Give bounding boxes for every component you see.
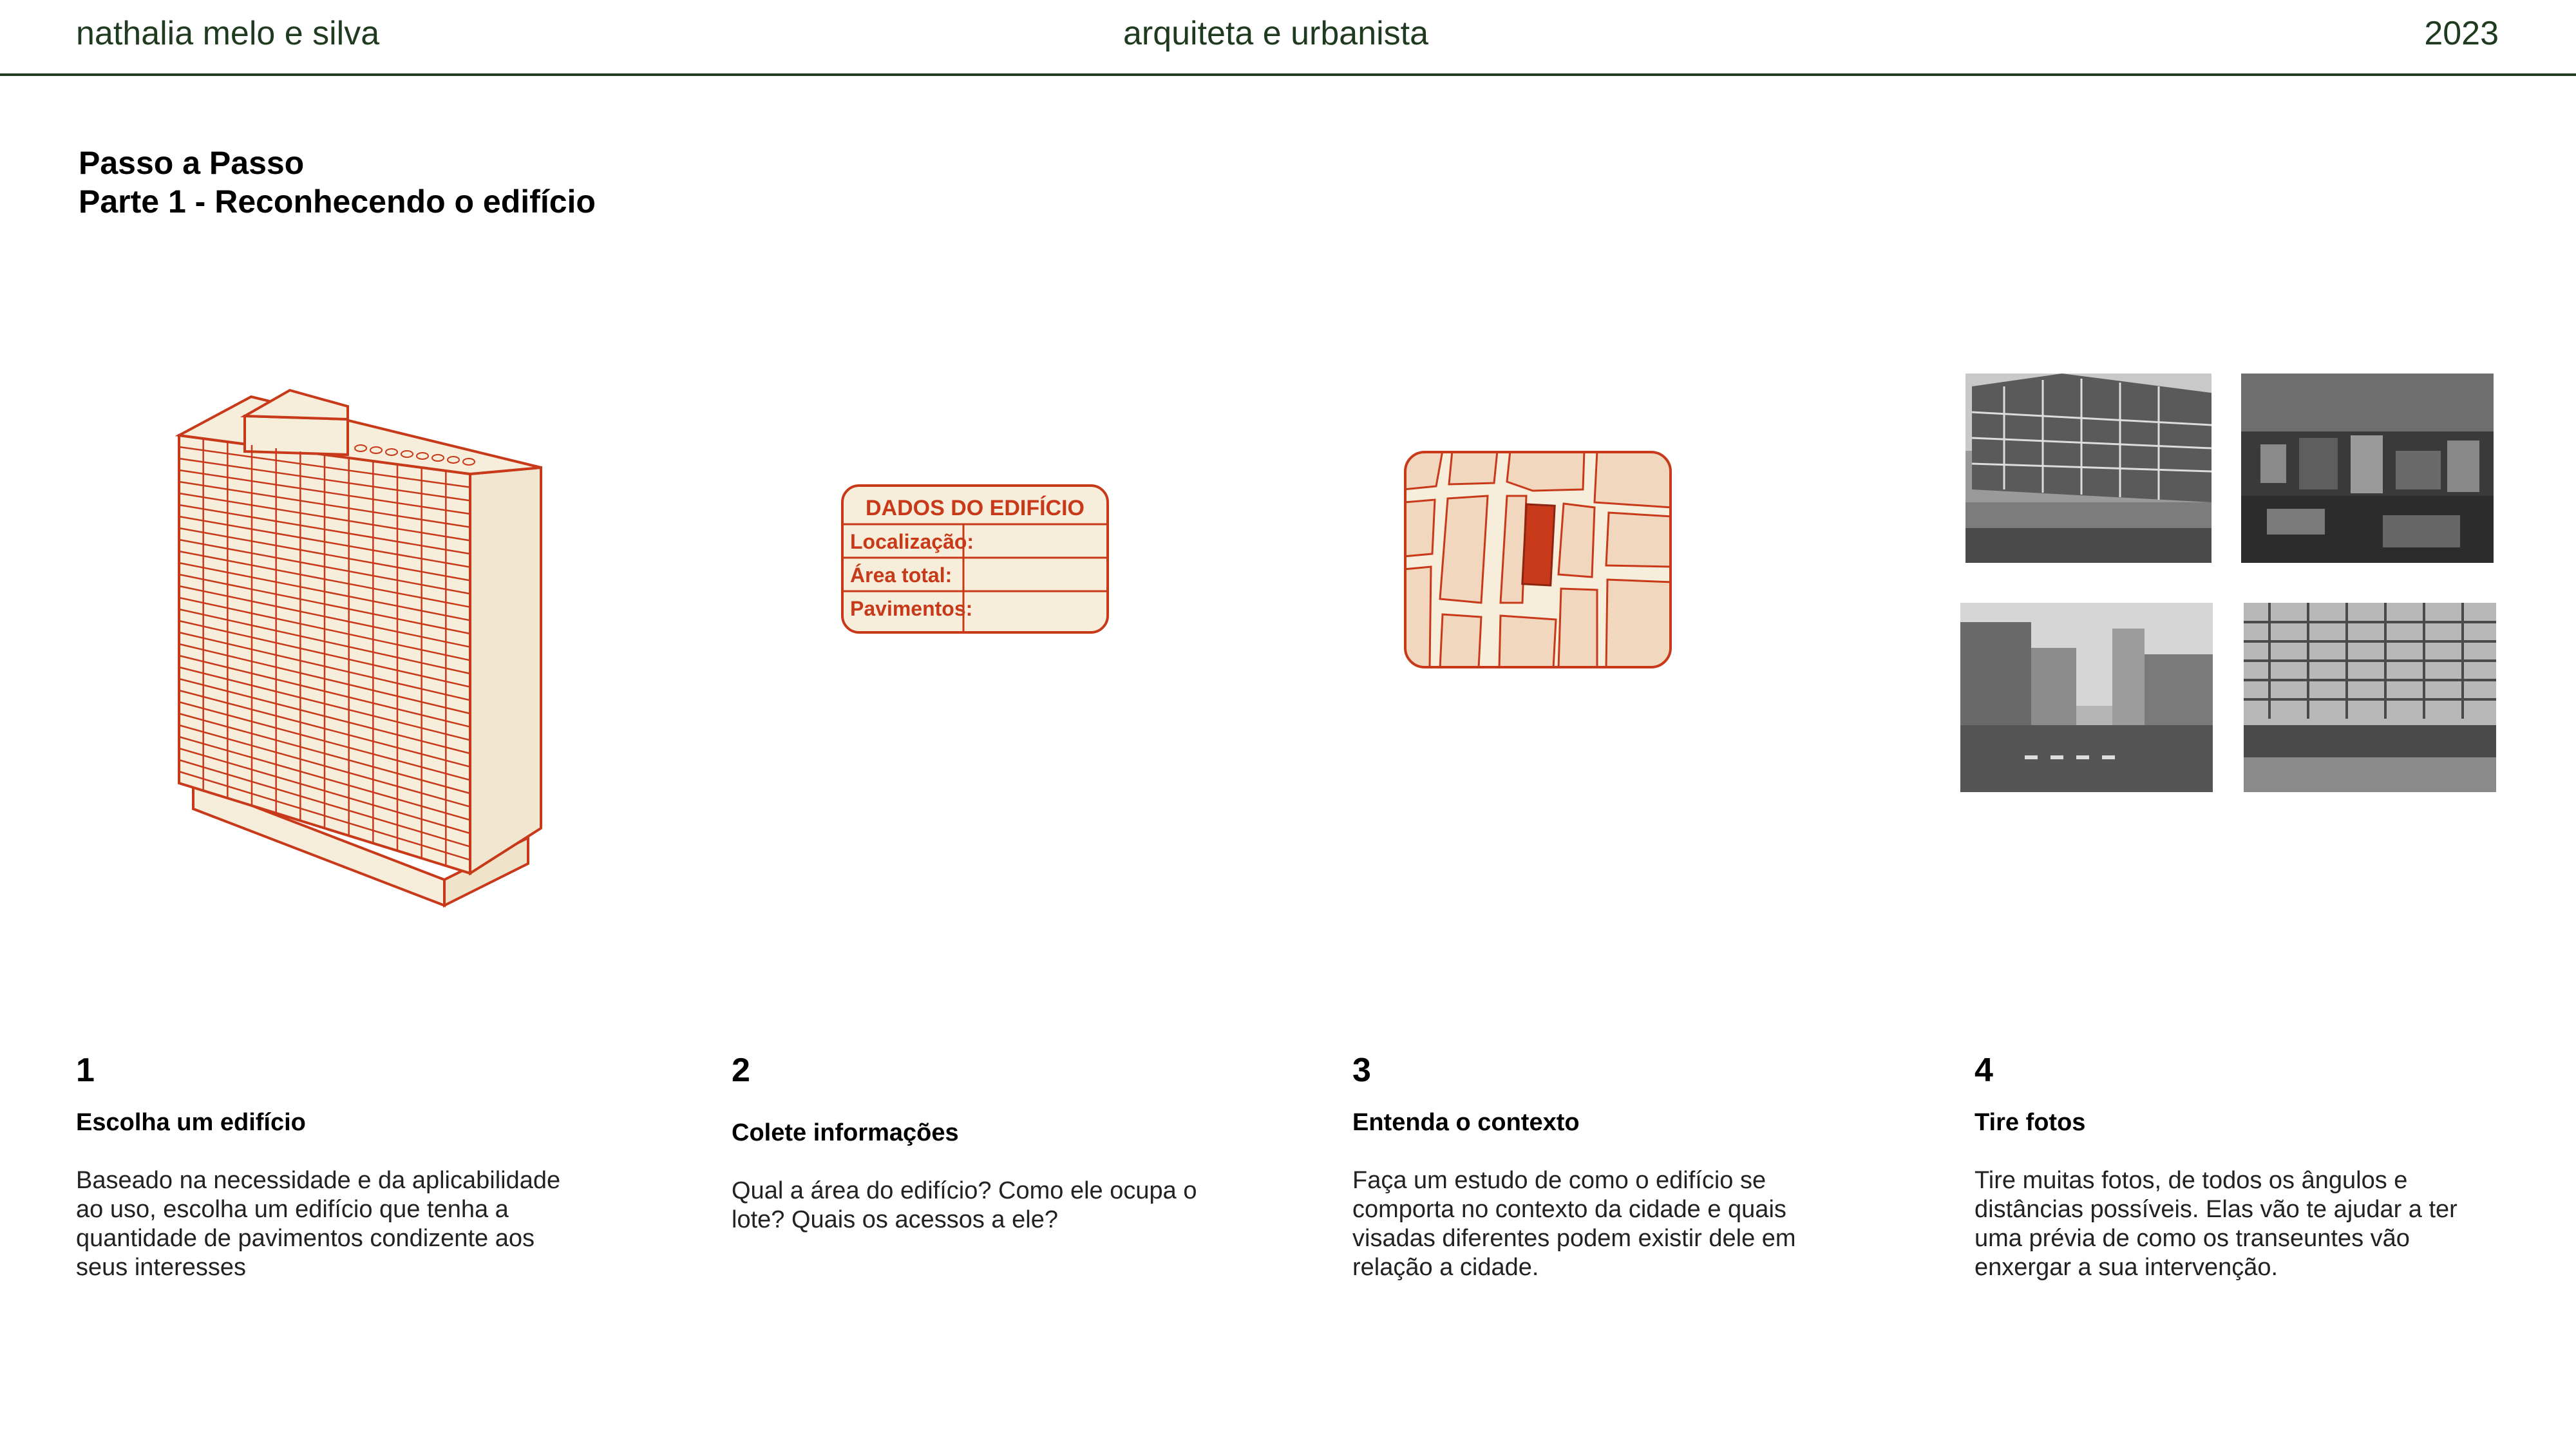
- card-row-area: Área total:: [850, 564, 952, 587]
- step-title: Entenda o contexto: [1352, 1109, 1580, 1136]
- page-title: Passo a Passo: [79, 145, 305, 181]
- step-number: 4: [1975, 1052, 1993, 1089]
- profession-label: arquiteta e urbanista: [1122, 15, 1429, 52]
- page-subtitle: Parte 1 - Reconhecendo o edifício: [79, 184, 596, 220]
- card-row-floors: Pavimentos:: [850, 597, 973, 620]
- photo-building-street: [1965, 374, 2211, 563]
- step-title: Escolha um edifício: [76, 1109, 306, 1136]
- step-description: Faça um estudo de como o edifício se comporta no contexto da cidade e quais visadas diferentes podem existir dele em relação a cidade.: [1352, 1167, 1796, 1281]
- card-heading: DADOS DO EDIFÍCIO: [865, 496, 1085, 520]
- step-description: Qual a área do edifício? Como ele ocupa o lote? Quais os acessos a ele?: [732, 1177, 1197, 1233]
- photo-building-facade: [2244, 603, 2496, 792]
- step-3: [1352, 1051, 1855, 1282]
- card-row-location: Localização:: [850, 530, 974, 553]
- building-data-card: [841, 484, 1109, 634]
- step-2: [732, 1051, 1234, 1235]
- year-label: 2023: [2424, 15, 2499, 52]
- building-illustration: [167, 384, 554, 912]
- step-number: 2: [732, 1052, 750, 1089]
- step-4: [1975, 1051, 2477, 1282]
- header-divider: [0, 73, 2576, 76]
- author-name: nathalia melo e silva: [76, 15, 380, 52]
- photo-aerial-city: [2241, 374, 2494, 563]
- step-number: 1: [76, 1052, 95, 1089]
- step-1: [76, 1051, 578, 1282]
- step-number: 3: [1352, 1052, 1371, 1089]
- step-description: Baseado na necessidade e da aplicabilidade ao uso, escolha um edifício que tenha a quantidade de pavimentos condizente aos seus interesses: [76, 1167, 561, 1281]
- step-description: Tire muitas fotos, de todos os ângulos e distâncias possíveis. Elas vão te ajudar a ter uma prévia de como os transeuntes vão enxergar a sua intervenção.: [1975, 1167, 2458, 1281]
- context-map-illustration: [1404, 451, 1672, 668]
- photo-avenue-view: [1960, 603, 2213, 792]
- step-title: Tire fotos: [1975, 1109, 2086, 1136]
- step-title: Colete informações: [732, 1119, 959, 1146]
